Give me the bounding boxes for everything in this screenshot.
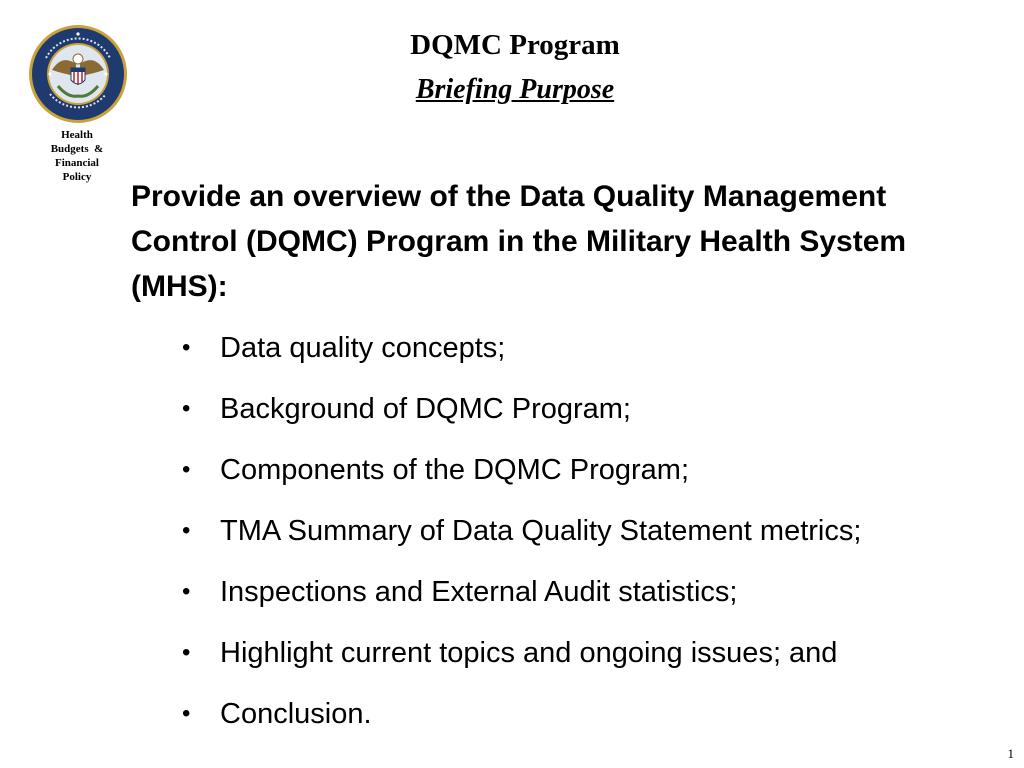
bullet-text: Data quality concepts;: [220, 332, 506, 364]
org-label-line: Health: [61, 129, 93, 141]
bullet-text: Conclusion.: [220, 698, 372, 730]
bullet-item: [182, 632, 1002, 693]
page-number: 1: [1007, 746, 1014, 761]
bullet-text: Inspections and External Audit statistics;: [220, 576, 738, 608]
bullet-text: Highlight current topics and ongoing issues; and: [220, 637, 838, 669]
bullet-text: Components of the DQMC Program;: [220, 454, 690, 486]
bullet-dot-icon: •: [182, 395, 191, 422]
org-label-line: Financial: [54, 157, 99, 169]
bullet-text: Background of DQMC Program;: [220, 393, 631, 425]
bullet-item: [182, 571, 1002, 632]
bullet-list: [182, 327, 1002, 754]
bullet-dot-icon: •: [182, 517, 191, 544]
bullet-dot-icon: •: [182, 700, 191, 727]
bullet-dot-icon: •: [182, 334, 191, 361]
bullet-item: [182, 388, 1002, 449]
slide-title: DQMC Program: [410, 29, 620, 61]
bullet-dot-icon: •: [182, 456, 191, 483]
bullet-item: [182, 510, 1002, 571]
org-label-line: Budgets &: [50, 143, 104, 155]
org-label: [38, 128, 116, 184]
bullet-item: [182, 327, 1002, 388]
bullet-item: [182, 693, 1002, 754]
seal-shield-chief: [71, 68, 85, 72]
bullet-dot-icon: •: [182, 578, 191, 605]
bullet-item: [182, 449, 1002, 510]
intro-paragraph: Provide an overview of the Data Quality Management Control (DQMC) Program in the Military Health System (MHS):: [131, 180, 907, 303]
bullet-dot-icon: •: [182, 639, 191, 666]
slide-subtitle: Briefing Purpose: [415, 74, 615, 105]
bullet-text: TMA Summary of Data Quality Statement metrics;: [220, 515, 862, 547]
org-label-line: Policy: [62, 171, 92, 183]
